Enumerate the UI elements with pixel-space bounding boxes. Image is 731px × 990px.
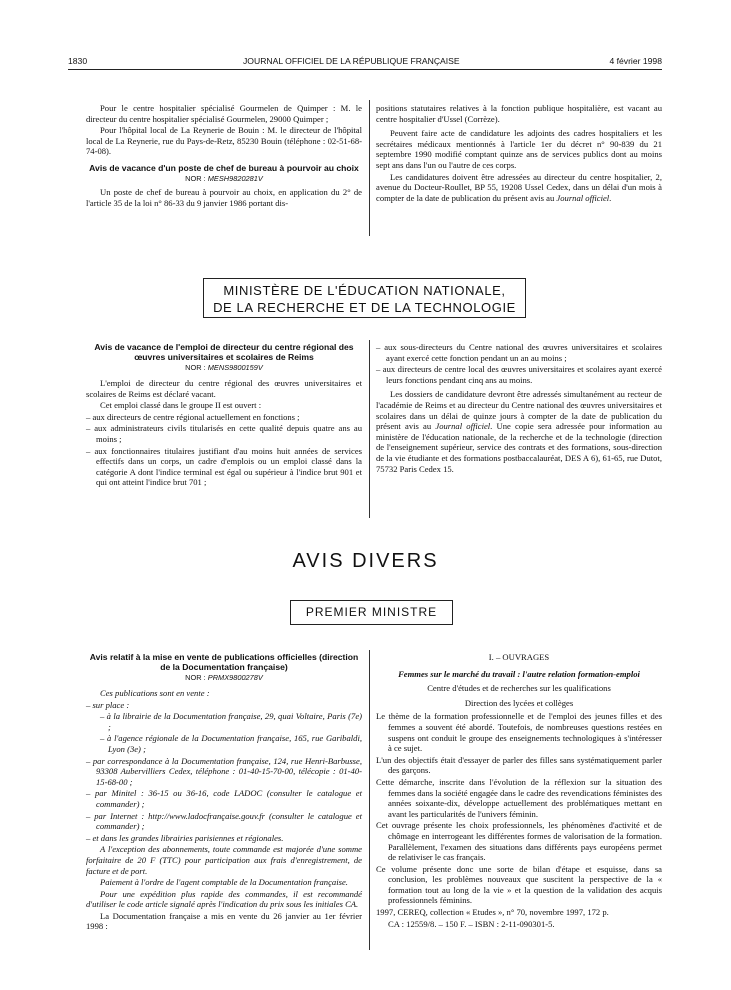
publication-reference: CA : 12559/8. – 150 F. – ISBN : 2-11-090301-5. (388, 918, 555, 929)
nor-reference (86, 673, 362, 682)
nor-label: NOR : (185, 673, 206, 682)
paragraph: Peuvent faire acte de candidature les adjoints des cadres hospitaliers et les secrétaires médicaux mentionnés à l'article 1er du décret n° 90-839 du 21 septembre 1990 modifié comptant quinze ans de services publics dont au moins sept ans dans l'un ou l'autre de ces corps. (376, 128, 662, 170)
ministry-line-2: DE LA RECHERCHE ET DE LA TECHNOLOGIE (213, 300, 516, 315)
nor-reference (86, 363, 362, 372)
paragraph: A l'exception des abonnements, toute commande est majorée d'une somme forfaitaire de 20 F (TTC) pour participation aux frais d'enregistrement, de facture et de port. (86, 844, 362, 876)
nor-code: MENS9800159V (207, 363, 263, 372)
column-divider (369, 100, 370, 236)
column-divider (369, 340, 370, 518)
text: . (609, 192, 612, 203)
paragraph: La Documentation française a mis en vente du 26 janvier au 1er février 1998 : (86, 910, 362, 932)
list-item: – aux fonctionnaires titulaires justifiant d'au moins huit années de services effectifs dans un corps, un cadre d'emplois ou un emploi classé dans la catégorie A dont l'indice terminal est égal ou supérieur à l'indice brut 901 et qui ont atteint l'indice brut 701 ; (86, 445, 362, 488)
bottom-right-column (376, 652, 662, 930)
publisher-org: Direction des lycées et collèges (464, 697, 574, 708)
paragraph: Pour le centre hospitalier spécialisé Gourmelen de Quimper : M. le directeur du centre hospitalier spécialisé Gourmelen, 29000 Quimper ; (86, 103, 362, 124)
nor-code: PRMX9800278V (207, 673, 263, 682)
mid-right-column (376, 342, 662, 475)
publisher-org: Centre d'études et de recherches sur les qualifications (427, 683, 611, 694)
mid-left-column (86, 338, 362, 489)
list-item: – sur place : (86, 699, 130, 710)
page-number: 1830 (68, 56, 88, 66)
header-date: 4 février 1998 (609, 56, 662, 66)
notice-heading: Avis de vacance d'un poste de chef de bureau à pourvoir au choix (89, 162, 359, 173)
paragraph: Un poste de chef de bureau à pourvoir au choix, en application du 2° de l'article 35 de la loi n° 86-33 du 9 janvier 1986 portant dis- (86, 186, 362, 208)
paragraph: Le thème de la formation professionnelle et de l'emploi des jeunes filles et des femmes a souvent été abordé. Toutefois, de nombreuses questions restées en suspens ont conduit le groupe des enseignements technologiques à s'intéresser à ce sujet. (376, 711, 662, 754)
list-item: – et dans les grandes librairies parisiennes et régionales. (86, 832, 284, 843)
ministry-line-1: MINISTÈRE DE L'ÉDUCATION NATIONALE, (223, 283, 506, 298)
section-title: AVIS DIVERS (292, 550, 439, 572)
list-item: – aux sous-directeurs du Centre national des œuvres universitaires et scolaires ayant exercé cette fonction pendant un an au moins ; (376, 342, 662, 363)
paragraph: L'un des objectifs était d'essayer de parler des filles sans systématiquement parler des garçons. (376, 754, 662, 776)
list-item: – à l'agence régionale de la Documentation française, 165, rue Garibaldi, Lyon (3e) ; (100, 733, 362, 754)
paragraph: positions statutaires relatives à la fonction publique hospitalière, est vacant au centre hospitalier d'Ussel (Corrèze). (376, 103, 662, 124)
paragraph: Paiement à l'ordre de l'agent comptable de la Documentation française. (100, 877, 348, 888)
bottom-left-column (86, 648, 362, 933)
text: Les dossiers de candidature devront être adressés simultanément au recteur de l'académie de Reims et au directeur du Centre national des œuvres universitaires et scolaires dans un délai de quinze jours à compter de la date de publication du présent avis au (376, 389, 662, 432)
list-item: – aux administrateurs civils titularisés en cette qualité depuis quatre ans au moins ; (86, 423, 362, 444)
top-right-column (376, 103, 662, 204)
notice-heading: Avis de vacance de l'emploi de directeur du centre régional des œuvres universitaires et scolaires de Reims (94, 342, 354, 362)
paragraph: L'emploi de directeur du centre régional des œuvres universitaires et scolaires de Reims est déclaré vacant. (86, 378, 362, 399)
paragraph: Ces publications sont en vente : (100, 688, 210, 698)
paragraph: Pour une expédition plus rapide des commandes, il est recommandé d'utiliser le code article signalé après l'indication du prix sous les initiales CA. (86, 888, 362, 910)
ministry-box (203, 278, 526, 318)
sales-points (86, 688, 362, 910)
paragraph (376, 389, 662, 474)
journal-officiel: Journal officiel (435, 421, 491, 432)
nor-code: MESH9820281V (207, 173, 263, 183)
list-item: – à la librairie de la Documentation française, 29, quai Voltaire, Paris (7e) ; (100, 711, 362, 732)
paragraph: Pour l'hôpital local de La Reynerie de Bouin : M. le directeur de l'hôpital local de La Reynerie, rue du Pays-de-Retz, 85230 Bouin (téléphone : 02-51-68-74-08). (86, 125, 362, 157)
list-item: – par correspondance à la Documentation française, 124, rue Henri-Barbusse, 93308 Aubervilliers Cedex, téléphone : 01-40-15-70-00, télécopie : 01-40-15-68-00 ; (86, 755, 362, 787)
text: . Une copie sera adressée pour information au ministère de l'éducation nationale, de la recherche et de la technologie (direction de l'enseignement supérieur, service des contrats et des formations, sous-direction de la vie étudiante et des formations postbaccalauréat, DES A 6), 61-65, rue Dutot, 75732 Paris Cedex 15. (376, 421, 663, 474)
top-left-column (86, 103, 362, 209)
text: Les candidatures doivent être adressées au directeur du centre hospitalier, 2, avenue du Docteur-Roullet, BP 55, 19208 Ussel Cedex, dans un délai d'un mois à compter de la date de publication du présent avis au (376, 171, 662, 203)
book-title: Femmes sur le marché du travail : l'autre relation formation-emploi (398, 668, 640, 679)
page-header (68, 56, 662, 70)
nor-label: NOR : (185, 363, 206, 372)
paragraph: Cet ouvrage présente les choix professionnels, les phénomènes d'activité et de chômage en interrogeant les différentes formes de valorisation de la formation. Parallèlement, l'examen des situations dans différents pays européens permet de relativiser le cas français. (376, 820, 662, 863)
column-divider (369, 650, 370, 950)
publication-reference: 1997, CEREQ, collection « Etudes », n° 70, novembre 1997, 172 p. (376, 907, 609, 918)
section-label: I. – OUVRAGES (488, 652, 550, 662)
paragraph: Cette démarche, inscrite dans l'évolution de la réflexion sur la situation des femmes dans la société engagée dans le cadre des revendications féministes des années soixante-dix, développe actuellement des problématiques mettant en avant les particularités de l'univers féminin. (376, 776, 662, 819)
header-rule (68, 69, 662, 70)
nor-reference (86, 174, 362, 183)
premier-ministre-box: PREMIER MINISTRE (290, 600, 453, 625)
journal-officiel: Journal officiel (556, 192, 610, 203)
list-item: – par Internet : http://www.ladocfrançaise.gouv.fr (consulter le catalogue et commander) ; (86, 810, 362, 832)
list-item: – aux directeurs de centre local des œuvres universitaires et scolaires ayant exercé leurs fonctions pendant cinq ans au moins. (376, 364, 662, 385)
list-item: – aux directeurs de centre régional actuellement en fonctions ; (86, 411, 300, 422)
nor-label: NOR : (185, 173, 206, 183)
paragraph: Ce volume présente donc une sorte de bilan d'étape et esquisse, dans sa conclusion, les problèmes nouveaux que suscitent la perspective de la « formation tout au long de la vie » et la question de la validation des acquis professionnels féminins. (376, 863, 662, 906)
paragraph: Cet emploi classé dans le groupe II est ouvert : (100, 400, 262, 411)
paragraph (376, 172, 662, 204)
list-item: – par Minitel : 36-15 ou 36-16, code LADOC (consulter le catalogue et commander) ; (86, 788, 362, 809)
journal-title: JOURNAL OFFICIEL DE LA RÉPUBLIQUE FRANÇAISE (243, 56, 460, 66)
notice-heading: Avis relatif à la mise en vente de publications officielles (direction de la Documentation française) (89, 652, 359, 672)
